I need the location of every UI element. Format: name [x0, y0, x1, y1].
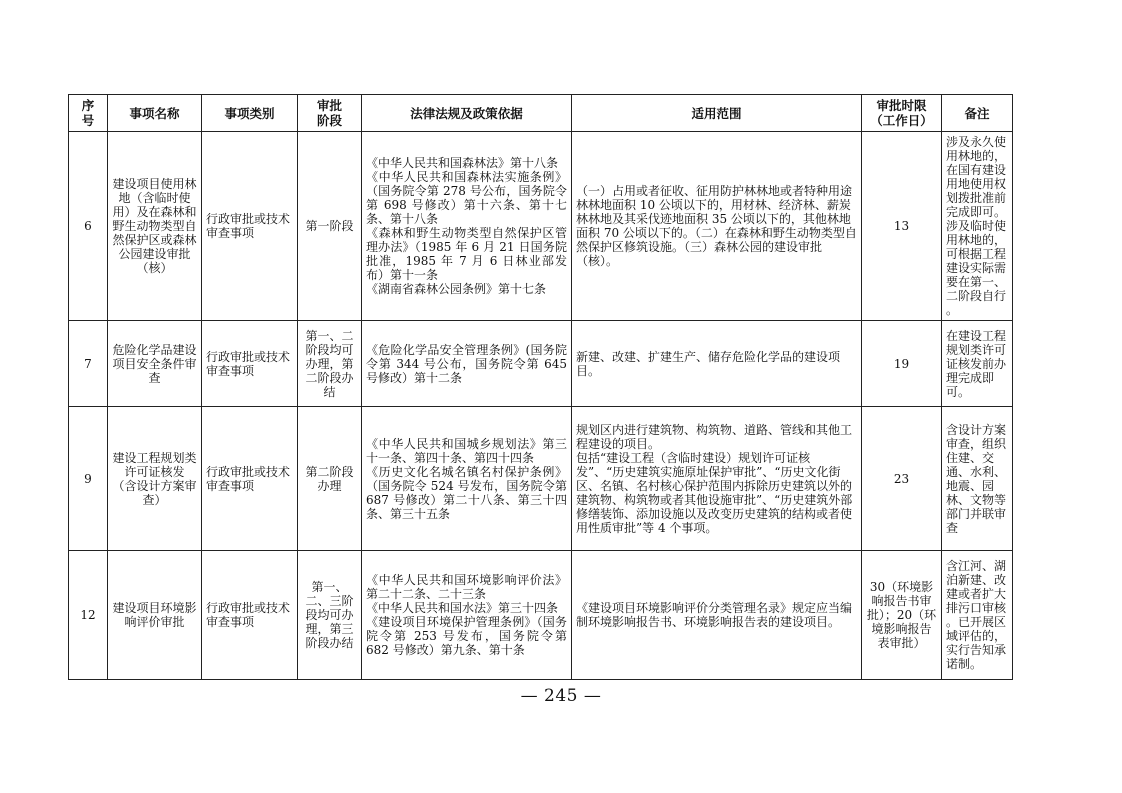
cell-item-name: 危险化学品建设项目安全条件审查 [108, 321, 202, 407]
cell-approval-stage: 第一、二阶段均可办理，第二阶段办结 [298, 321, 362, 407]
table-row [69, 132, 1013, 321]
cell-item-name: 建设工程规划类许可证核发 （含设计方案审查） [108, 407, 202, 551]
cell-serial-number: 7 [69, 321, 108, 407]
cell-scope: （一）占用或者征收、征用防护林林地或者特种用途林林地面积 10 公顷以下的，用材林、经济林、薪炭林林地及其采伐迹地面积 35 公顷以下的，其他林地面积 70 公顷以下的。（二）在森林和野生动物类型自然保护区修筑设施。（三）森林公园的建设审批（核）。 [572, 132, 862, 321]
cell-approval-stage: 第二阶段办理 [298, 407, 362, 551]
cell-item-type: 行政审批或技术审查事项 [202, 321, 298, 407]
cell-scope: 《建设项目环境影响评价分类管理名录》规定应当编制环境影响报告书、环境影响报告表的建设项目。 [572, 551, 862, 680]
cell-item-name: 建设项目环境影响评价审批 [108, 551, 202, 680]
page-number: — 245 — [520, 686, 602, 706]
cell-legal-basis: 《中华人民共和国城乡规划法》第三十一条、第四十条、第四十四条 《历史文化名城名镇名村保护条例》（国务院令 524 号发布，国务院令第 687 号修改）第二十八条、第三十四条、第三十五条 [362, 407, 572, 551]
cell-legal-basis: 《中华人民共和国森林法》第十八条 《中华人民共和国森林法实施条例》（国务院令第 278 号公布，国务院令第 698 号修改）第十六条、第十七条、第十八条 《森林和野生动物类型自然保护区管理办法》（1985 年 6 月 21 日国务院批准，1985 年 7 月 6 日林业部发布）第十一条 《湖南省森林公园条例》第十七条 [362, 132, 572, 321]
header-time-limit: 审批时限 （工作日） [862, 95, 942, 132]
cell-time-limit: 23 [862, 407, 942, 551]
table-row [69, 321, 1013, 407]
header-item-name: 事项名称 [108, 95, 202, 132]
table-row [69, 551, 1013, 680]
cell-serial-number: 6 [69, 132, 108, 321]
header-approval-stage: 审批 阶段 [298, 95, 362, 132]
cell-legal-basis: 《危险化学品安全管理条例》(国务院令第 344 号公布，国务院令第 645 号修改）第十二条 [362, 321, 572, 407]
header-scope: 适用范围 [572, 95, 862, 132]
header-item-type: 事项类别 [202, 95, 298, 132]
cell-item-type: 行政审批或技术审查事项 [202, 551, 298, 680]
table-row [69, 407, 1013, 551]
cell-item-name: 建设项目使用林地（含临时使用）及在森林和野生动物类型自然保护区或森林公园建设审批（核） [108, 132, 202, 321]
cell-remarks: 含江河、湖泊新建、改建或者扩大排污口审核 。已开展区域评估的，实行告知承诺制。 [942, 551, 1013, 680]
cell-item-type: 行政审批或技术审查事项 [202, 132, 298, 321]
cell-scope: 新建、改建、扩建生产、储存危险化学品的建设项目。 [572, 321, 862, 407]
cell-time-limit: 13 [862, 132, 942, 321]
cell-time-limit: 19 [862, 321, 942, 407]
cell-legal-basis: 《中华人民共和国环境影响评价法》第二十二条、二十三条 《中华人民共和国水法》第三十四条 《建设项目环境保护管理条例》（国务院令第 253 号发布，国务院令第 682 号修改）第九条、第十条 [362, 551, 572, 680]
header-remarks: 备注 [942, 95, 1013, 132]
header-serial-number: 序 号 [69, 95, 108, 132]
cell-item-type: 行政审批或技术审查事项 [202, 407, 298, 551]
approval-items-table [68, 94, 1013, 680]
cell-approval-stage: 第一、二、三阶段均可办理，第三阶段办结 [298, 551, 362, 680]
cell-serial-number: 9 [69, 407, 108, 551]
cell-remarks: 涉及永久使用林地的，在国有建设用地使用权划拨批准前完成即可。涉及临时使用林地的，可根据工程建设实际需要在第一、二阶段自行 。 [942, 132, 1013, 321]
cell-remarks: 在建设工程规划类许可证核发前办理完成即可。 [942, 321, 1013, 407]
cell-approval-stage: 第一阶段 [298, 132, 362, 321]
cell-remarks: 含设计方案审查，组织住建、交通、水利、地震、园林、文物等部门并联审查 [942, 407, 1013, 551]
cell-time-limit: 30（环境影响报告书审批）；20（环境影响报告表审批） [862, 551, 942, 680]
table-header-row [69, 95, 1013, 132]
cell-scope: 规划区内进行建筑物、构筑物、道路、管线和其他工程建设的项目。 包括“建设工程（含临时建设）规划许可证核发”、“历史建筑实施原址保护审批”、“历史文化街区、名镇、名村核心保护范围内拆除历史建筑以外的建筑物、构筑物或者其他设施审批”、“历史建筑外部修缮装饰、添加设施以及改变历史建筑的结构或者使用性质审批”等 4 个事项。 [572, 407, 862, 551]
cell-serial-number: 12 [69, 551, 108, 680]
header-legal-basis: 法律法规及政策依据 [362, 95, 572, 132]
